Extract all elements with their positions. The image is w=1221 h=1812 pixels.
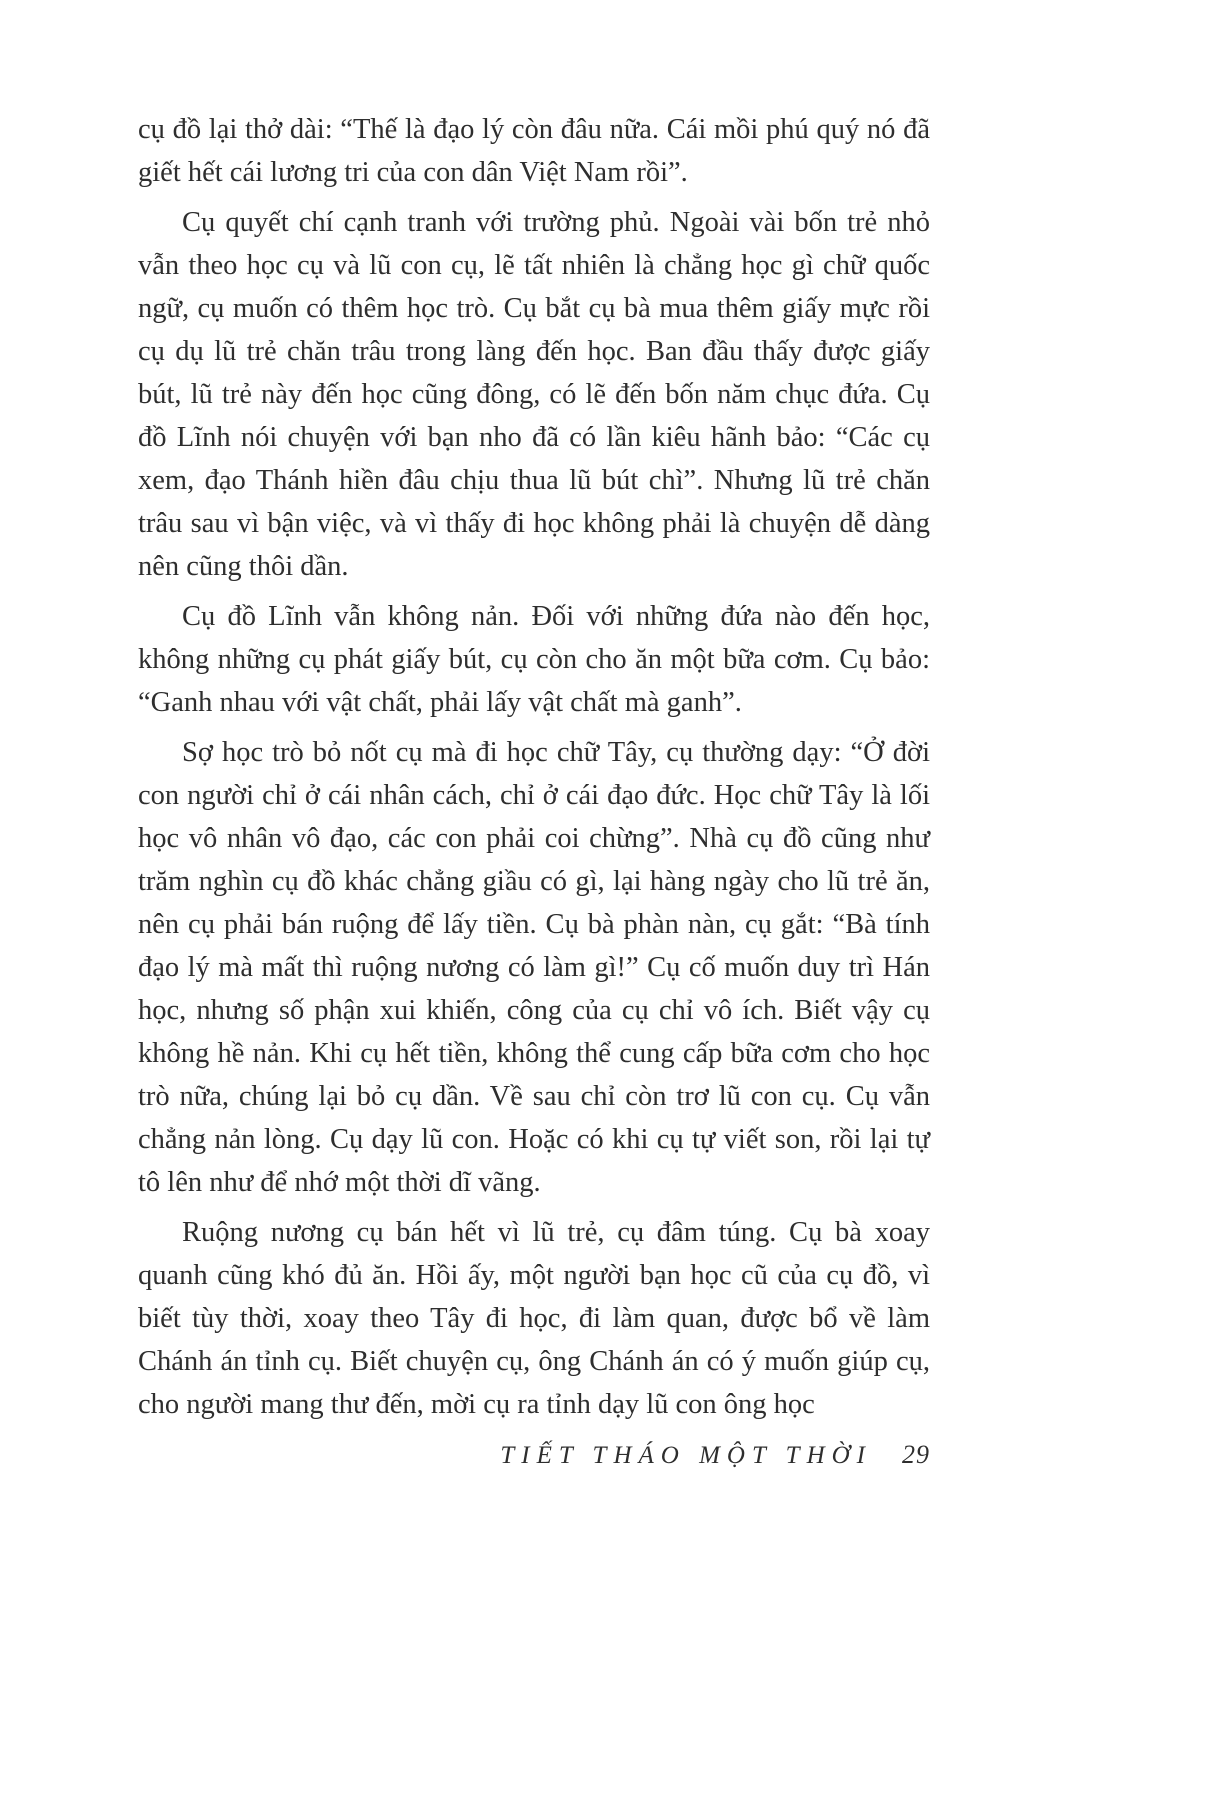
paragraph: Ruộng nương cụ bán hết vì lũ trẻ, cụ đâm túng. Cụ bà xoay quanh cũng khó đủ ăn. Hồi ấy, một người bạn học cũ của cụ đồ, vì biết tùy thời, xoay theo Tây đi học, đi làm quan, được bổ về làm Chánh án tỉnh cụ. Biết chuyện cụ, ông Chánh án có ý muốn giúp cụ, cho người mang thư đến, mời cụ ra tỉnh dạy lũ con ông học [138,1217,930,1420]
paragraph: Sợ học trò bỏ nốt cụ mà đi học chữ Tây, cụ thường dạy: “Ở đời con người chỉ ở cái nhân cách, chỉ ở cái đạo đức. Học chữ Tây là lối học vô nhân vô đạo, các con phải coi chừng”. Nhà cụ đồ cũng như trăm nghìn cụ đồ khác chẳng giầu có gì, lại hàng ngày cho lũ trẻ ăn, nên cụ phải bán ruộng để lấy tiền. Cụ bà phàn nàn, cụ gắt: “Bà tính đạo lý mà mất thì ruộng nương có làm gì!” Cụ cố muốn duy trì Hán học, nhưng số phận xui khiến, công của cụ chỉ vô ích. Biết vậy cụ không hề nản. Khi cụ hết tiền, không thể cung cấp bữa cơm cho học trò nữa, chúng lại bỏ cụ dần. Về sau chỉ còn trơ lũ con cụ. Cụ vẫn chẳng nản lòng. Cụ dạy lũ con. Hoặc có khi cụ tự viết son, rồi lại tự tô lên như để nhớ một thời dĩ vãng. [138,737,930,1198]
page-footer [138,1440,930,1470]
page-number: 29 [902,1440,930,1469]
paragraph: Cụ đồ Lĩnh vẫn không nản. Đối với những đứa nào đến học, không những cụ phát giấy bút, cụ còn cho ăn một bữa cơm. Cụ bảo: “Ganh nhau với vật chất, phải lấy vật chất mà ganh”. [138,601,930,718]
running-title: TIẾT THÁO MỘT THỜI [500,1442,872,1469]
body-text [138,108,930,1426]
paragraph-continuation: cụ đồ lại thở dài: “Thế là đạo lý còn đâu nữa. Cái mồi phú quý nó đã giết hết cái lương tri của con dân Việt Nam rồi”. [138,114,930,188]
paragraph: Cụ quyết chí cạnh tranh với trường phủ. Ngoài vài bốn trẻ nhỏ vẫn theo học cụ và lũ con cụ, lẽ tất nhiên là chẳng học gì chữ quốc ngữ, cụ muốn có thêm học trò. Cụ bắt cụ bà mua thêm giấy mực rồi cụ dụ lũ trẻ chăn trâu trong làng đến học. Ban đầu thấy được giấy bút, lũ trẻ này đến học cũng đông, có lẽ đến bốn năm chục đứa. Cụ đồ Lĩnh nói chuyện với bạn nho đã có lần kiêu hãnh bảo: “Các cụ xem, đạo Thánh hiền đâu chịu thua lũ bút chì”. Nhưng lũ trẻ chăn trâu sau vì bận việc, và vì thấy đi học không phải là chuyện dễ dàng nên cũng thôi dần. [138,207,930,582]
